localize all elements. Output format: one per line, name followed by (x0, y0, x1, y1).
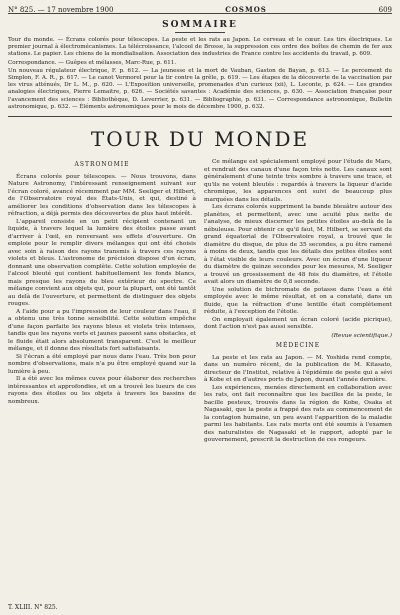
article-paragraph: Les écrans colorés suppriment la bande bleuâtre autour des planètes, et permettent, avec une acuité plus nette de l'analyse, de mieux discerner les petites étoiles au-delà de la nébuleuse. Pour obtenir ce qu'il faut, M. Hilbert, se servant du grand équatorial de l'Observatoire royal, a trouvé que le diamètre du disque, de plus de 35 secondes, a pu être ramené à moins de deux, tandis que les détails des petites étoiles sont à l'état visible de leurs couleurs. Avec un écran d'une liqueur du diamètre de quinze secondes pour les mesures, M. Seeliger a trouvé un grossissement de 48 fois du diamètre, et l'étoile avait alors un diamètre de 0,8 seconde. (204, 204, 392, 286)
article-paragraph: Écrans colorés pour télescopes. — Nous trouvons, dans Nature Astronomy, l'intéressant renseignement suivant sur l'écran coloré, avancé récemment par MM. Seeliger et Hilbert, de l'Observatoire royal des États-Unis, et qui, destiné à améliorer les conditions d'observation dans les télescopes à réfraction, a déjà permis des découvertes de plus haut intérêt. (8, 173, 196, 218)
article-paragraph: Il a été avec les mêmes cuves pour élaborer des recherches intéressantes et approfondies, et on a trouvé les lueurs de ces rayons des étoiles ou les objets à travers les bassins de nombreux. (8, 376, 196, 405)
article-columns (8, 159, 392, 445)
page-footer: T. XLIII. N° 825. (8, 604, 58, 611)
divider (8, 116, 392, 117)
article-paragraph: Une solution de bichromate de potasse dans l'eau a été employée avec le même résultat, et on a constaté, dans un fluide, que la réfraction d'une lentille était complètement réduite, à l'exception de l'étoile. (204, 286, 392, 316)
article-paragraph: Ce mélange est spécialement employé pour l'étude de Mars, et rendrait des canaux d'une façon très nette. Les canaux sont généralement d'une teinte très sombre à travers une trace, et qu'ils ne voient bleutés : regardés à travers la liqueur d'acide chromique, les apparences ont suivi de beaucoup plus marquées dans les détails. (204, 159, 392, 203)
article-paragraph: On employait également un écran coloré (acide picrique), dont l'action n'est pas aussi sensible. (204, 316, 392, 331)
section-heading-astronomie: ASTRONOMIE (74, 161, 130, 169)
article-paragraph: Si l'écran a été employé par nous dans l'eau. Très bon pour nombre d'observations, mais n'a pu être employé quand sur la lumière à peu. (8, 353, 196, 375)
source-attribution: (Revue scientifique.) (331, 332, 392, 339)
article-paragraph: La peste et les rats au Japon. — M. Yoshida rend compte, dans un numéro récent, de la publication de M. Kitasato, directeur de l'Institut, relative à l'épidémie de peste qui a sévi à Kobe et en d'autres ports du Japon, durant l'année dernière. (204, 354, 392, 384)
sommaire-heading: SOMMAIRE (8, 20, 392, 33)
article-paragraph: Les expériences, menées directement en collaboration avec les rats, ont fait reconnaître que les bacilles de la peste, le bacille pesteux, trouvés dans la région de Kobe, Osaka et Nagasaki, que la peste a frappé des rats au commencement de la contagion humaine, un peu avant l'apparition de la maladie parmi les habitants. Les rats morts ont été soumis à l'examen des naturalistes de Nagasaki et le rapport, adopté par le gouvernement, prescrit la destruction de ces rongeurs. (204, 384, 392, 444)
right-column (204, 159, 392, 445)
main-title: TOUR DU MONDE (90, 127, 310, 152)
article-paragraph: A l'aide pour a pu l'impression de leur couleur dans l'eau, il a obtenu une très tonne sensibilité. Cette solution empêche d'une façon parfaite les rayons bleus et violets très intenses, tandis que les rayons verts et jaunes passent sans obstacles, et le fluide était alors absolument transparent. C'est le meilleur mélange, et il donne des résultats fort satisfaisants. (8, 308, 196, 353)
page-header (8, 0, 392, 14)
sommaire-paragraph: Correspondance. — Guêpes et mélasses, Marc-Rue, p. 611. (8, 59, 177, 66)
sommaire-paragraph: Un nouveau régulateur électrique, F. p. 612. — La jeunesse et la mort de Vauban, Gaston de Bayan, p. 613. — Le percement du Simplon, F. A. R., p. 617. — Le canot Vermorel pour la tir contre la grêle, p. 619. — Les étapes de la découverte de la vaccination par les virus atténués, Dr L. M., p. 620. — L'Exposition universelle, promenades d'un curieux (xii), L. Leconte, p. 624. — Les grandes analogies électriques, Pierre Lemaitre, p. 626. — Sociétés savantes : Académie des sciences, p. 630. — Association française pour l'avancement des sciences : Bibliothèque, D. Leverrier, p. 631. — Bibliographie, p. 631. — Correspondance astronomique, Bulletin astronomique, p. 632. — Éléments astronomiques pour le mois de décembre 1900, p. 632. (8, 67, 392, 110)
page-number: 609 (378, 6, 392, 14)
article-paragraph: L'appareil consiste en un petit récipient contenant un liquide, à travers lequel la lumière des étoiles passe avant d'arriver à l'œil, en renversant ses effets d'ouverture. On emploie pour le remplir divers mélanges qui ont été choisis avec soin à raison des rayons transmis à travers ces rayons violets et bleus. L'astronome de précision dispose d'un écran, donnant une observation complète. Cette solution employée de l'alcool bleuté qui contient habituellement les fonds blancs, mais presque les rayons du bleu extérieur du spectre. Ce mélange convient aux objets qui, pour la plupart, ont été tantôt au delà de l'ouverture, et permettent de distinguer des objets rouges. (8, 218, 196, 308)
journal-title: COSMOS (225, 5, 267, 14)
sommaire-paragraph: Tour du monde. — Écrans colorés pour télescopes. La peste et les rats au Japon. Le cerveau et le cœur. Les tirs électriques. Le premier journal à électromécanismes. La télécroissance, l'alcool de Brosse, la suppression ces ordre des boîtes de chemin de fer aux stations. Le papier. Les chiens de la mondialisation. Association des industries de France contre les accidents du travail, p. 609. (8, 37, 392, 58)
left-column (8, 159, 196, 445)
sommaire-text (8, 37, 392, 111)
section-heading-medecine: MÉDECINE (275, 342, 321, 350)
issue-number: N° 825. — 17 novembre 1900 (8, 6, 114, 14)
